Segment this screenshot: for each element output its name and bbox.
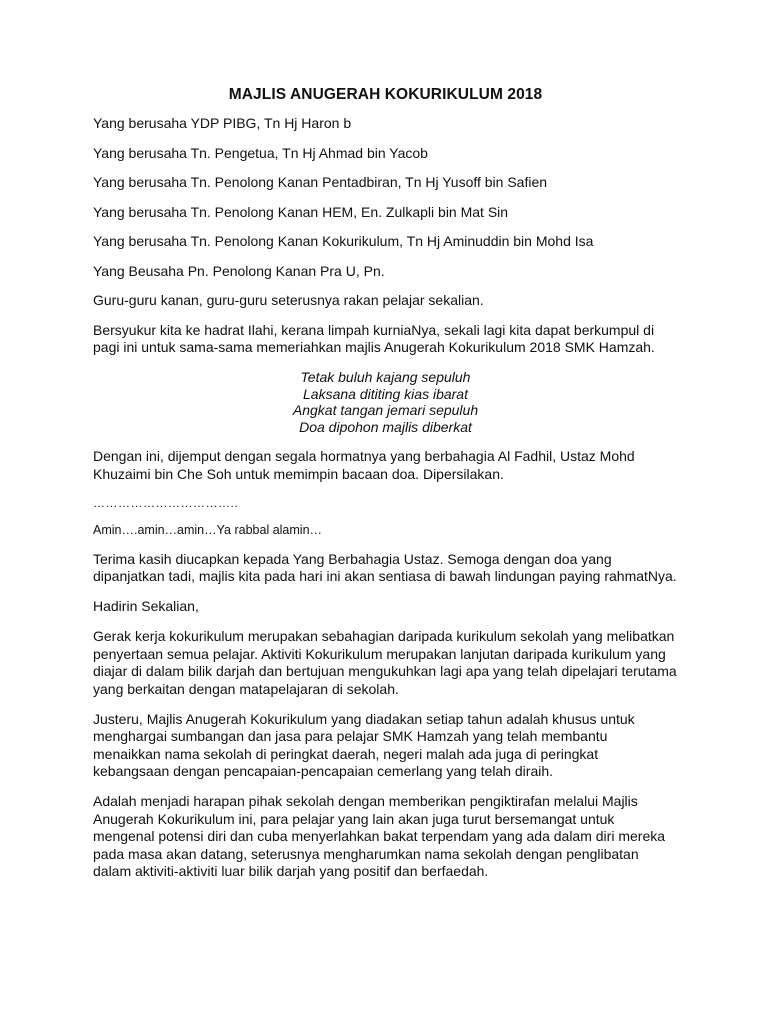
pantun-line: Laksana dititing kias ibarat (303, 385, 468, 402)
hadirin-salutation: Hadirin Sekalian, (93, 598, 199, 614)
pantun (93, 369, 678, 435)
pantun-line: Tetak buluh kajang sepuluh (300, 369, 471, 385)
greeting-pk-pra-u: Yang Beusaha Pn. Penolong Kanan Pra U, Pn. (93, 262, 385, 279)
amin-line: Amin….amin…amin…Ya rabbal alamin… (93, 522, 323, 537)
pantun-line: Doa dipohon majlis diberkat (299, 418, 472, 435)
document-title: MAJLIS ANUGERAH KOKURIKULUM 2018 (228, 86, 543, 103)
greeting-pk-hem: Yang berusaha Tn. Penolong Kanan HEM, En. Zulkapli bin Mat Sin (93, 203, 509, 220)
dotted-separator: …………………………….. (93, 495, 239, 510)
pantun-line: Angkat tangan jemari sepuluh (292, 402, 479, 418)
intro-paragraph: Bersyukur kita ke hadrat Ilahi, kerana limpah kurniaNya, sekali lagi kita dapat berkumpul di pagi ini untuk sama-sama memeriahkan majlis Anugerah Kokurikulum 2018 SMK Hamzah. (93, 321, 655, 355)
body-paragraph-harapan: Adalah menjadi harapan pihak sekolah dengan memberikan pengiktirafan melalui Majlis Anugerah Kokurikulum ini, para pelajar yang lain akan juga turut bersemangat untuk mengenal potensi diri dan cuba menyerlahkan bakat terpendam yang ada dalam diri mereka pada masa akan datang, seterusnya mengharumkan nama sekolah dengan penglibatan dalam aktiviti-aktiviti luar bilik darjah yang positif dan berfaedah. (93, 793, 666, 879)
body-paragraph-kokurikulum: Gerak kerja kokurikulum merupakan sebahagian daripada kurikulum sekolah yang melibatkan penyertaan semua pelajar. Aktiviti Kokurikulum merupakan lanjutan daripada kurikulum yang diajar di dalam bilik darjah dan bertujuan mengukuhkan lagi apa yang telah dipelajari terutama yang berkaitan dengan matapelajaran di sekolah. (93, 628, 677, 697)
body-paragraph-justeru: Justeru, Majlis Anugerah Kokurikulum yang diadakan setiap tahun adalah khusus untuk menghargai sumbangan dan jasa para pelajar SMK Hamzah yang telah membantu menaikkan nama sekolah di peringkat daerah, negeri malah ada juga di peringkat kebangsaan dengan pencapaian-pencapaian cemerlang yang telah diraih. (93, 710, 635, 779)
greeting-pengetua: Yang berusaha Tn. Pengetua, Tn Hj Ahmad bin Yacob (93, 144, 428, 161)
document-page (93, 86, 678, 893)
greeting-ydp-pibg: Yang berusaha YDP PIBG, Tn Hj Haron b (93, 115, 352, 131)
thanks-paragraph: Terima kasih diucapkan kepada Yang Berbahagia Ustaz. Semoga dengan doa yang dipanjatkan tadi, majlis kita pada hari ini akan sentiasa di bawah lindungan paying rahmatNya. (93, 550, 677, 584)
greeting-pk-kokurikulum: Yang berusaha Tn. Penolong Kanan Kokurikulum, Tn Hj Aminuddin bin Mohd Isa (93, 233, 594, 249)
greeting-guru-pelajar: Guru-guru kanan, guru-guru seterusnya rakan pelajar sekalian. (93, 292, 484, 308)
doa-invitation: Dengan ini, dijemput dengan segala hormatnya yang berbahagia Al Fadhil, Ustaz Mohd Khuzaimi bin Che Soh untuk memimpin bacaan doa. Dipersilakan. (93, 448, 635, 482)
greeting-pk-pentadbiran: Yang berusaha Tn. Penolong Kanan Pentadbiran, Tn Hj Yusoff bin Safien (93, 174, 548, 190)
